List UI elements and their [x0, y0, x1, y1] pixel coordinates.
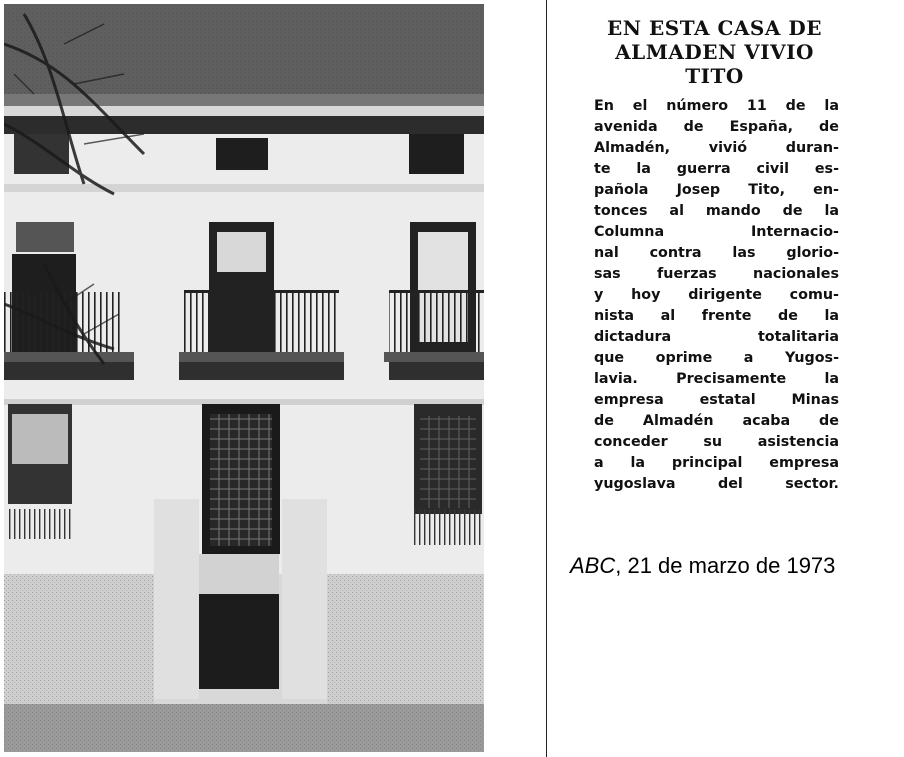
source-caption: [570, 553, 870, 579]
body-line: lavia. Precisamente la: [594, 371, 839, 387]
house-facade-illustration: [4, 4, 484, 752]
body-line: y hoy dirigente comu-: [594, 287, 839, 303]
house-photo: [4, 4, 484, 752]
body-line: que oprime a Yugos-: [594, 350, 839, 366]
caption-date: , 21 de marzo de 1973: [615, 553, 836, 578]
headline-line: TITO: [685, 64, 744, 88]
body-line: avenida de España, de: [594, 119, 839, 135]
body-line: conceder su asistencia: [594, 434, 839, 450]
body-line: de Almadén acaba de: [594, 413, 839, 429]
headline-line: EN ESTA CASA DE: [607, 16, 822, 40]
body-line: pañola Josep Tito, en-: [594, 182, 839, 198]
headline-line: ALMADEN VIVIO: [615, 40, 814, 64]
body-line: tonces al mando de la: [594, 203, 839, 219]
body-line: dictadura totalitaria: [594, 329, 839, 345]
body-line: a la principal empresa: [594, 455, 839, 471]
column-divider: [546, 0, 547, 757]
body-line: nista al frente de la: [594, 308, 839, 324]
caption-source: ABC: [570, 553, 616, 578]
body-line: Almadén, vivió duran-: [594, 140, 839, 156]
body-line: te la guerra civil es-: [594, 161, 839, 177]
body-line: yugoslava del sector.: [594, 476, 839, 492]
article-body: [594, 96, 839, 495]
body-line: En el número 11 de la: [594, 98, 839, 114]
body-line: Columna Internacio-: [594, 224, 839, 240]
body-line: empresa estatal Minas: [594, 392, 839, 408]
article-headline: [572, 16, 857, 88]
body-line: sas fuerzas nacionales: [594, 266, 839, 282]
body-line: nal contra las glorio-: [594, 245, 839, 261]
